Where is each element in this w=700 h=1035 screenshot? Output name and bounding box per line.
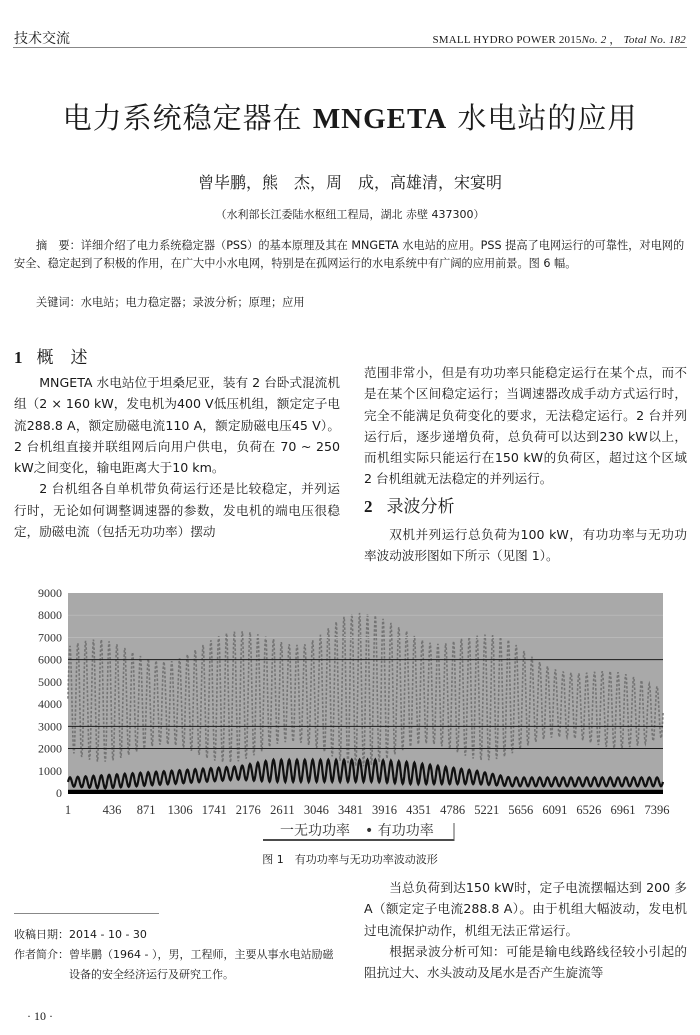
x-tick-label: 6961 — [610, 803, 636, 817]
title-part1: 电力系统稳定器在 — [62, 101, 313, 135]
paragraph: 当总负荷到达150 kW时，定子电流摆幅达到 200 多 A（额定定子电流288.8 A）。由于机组大幅波动，发电机过电流保护动作，机组无法正常运行。 — [364, 880, 687, 938]
x-tick-label: 3916 — [372, 803, 398, 817]
baseline-bar — [68, 790, 663, 794]
paragraph: 2 台机组各自单机带负荷运行还是比较稳定，并列运行时，无论如何调整调速器的参数，发电机的端电压很稳定，励磁电流（包括无功功率）摆动 — [14, 481, 340, 540]
paragraph: 双机并列运行总负荷为100 kW，有功功率与无功功率波动波形图如下所示（见图 1）。 — [364, 527, 687, 564]
y-tick-label: 3000 — [38, 719, 62, 734]
section-2-number: 2 — [364, 496, 373, 516]
keywords: 关键词：水电站；电力稳定器；录波分析；原理；应用 — [36, 296, 305, 309]
paragraph: MNGETA 水电站位于坦桑尼亚，装有 2 台卧式混流机组（2 × 160 kW，发电机为400 V低压机组，额定定子电流288.8 A，额定励磁电流110 A，额定励磁电压45 V）。2 台机组直接并联组网后向用户供电，负荷在 70 ~ 250 kW之间变化，输电距离大于10 km。 — [14, 375, 340, 476]
author-value: 曾毕鹏（1964 - ），男，工程师，主要从事水电站励磁设备的安全经济运行及研究工作。 — [69, 948, 334, 981]
x-tick-label: 2611 — [270, 803, 295, 817]
x-tick-label: 1306 — [167, 803, 193, 817]
y-axis-ticks — [38, 586, 62, 800]
affiliation: （水利部长江委陆水枢纽工程局，湖北 赤壁 437300） — [215, 208, 485, 221]
left-column — [14, 372, 340, 542]
y-tick-label: 8000 — [38, 608, 62, 623]
total-number: Total No. 182 — [623, 34, 686, 46]
journal-info — [432, 31, 686, 47]
authors: 曾毕鹏，熊 杰，周 成，高雄清，宋宴明 — [197, 173, 502, 192]
y-tick-label: 1000 — [38, 763, 62, 778]
x-tick-label: 4786 — [440, 803, 466, 817]
right-column — [364, 362, 687, 567]
x-tick-label: 5656 — [508, 803, 534, 817]
section-1-heading — [14, 343, 88, 368]
x-tick-label: 3046 — [303, 803, 329, 817]
y-tick-label: 0 — [56, 786, 62, 800]
header-divider — [13, 47, 687, 48]
paper-title — [0, 96, 700, 137]
section-label: 技术交流 — [14, 31, 70, 47]
section-2-heading — [364, 496, 687, 518]
footnote-divider — [14, 913, 159, 914]
received-date — [14, 925, 336, 945]
legend-entry-active: • 有功功率 — [365, 823, 434, 839]
issue-sep: ， — [606, 34, 624, 46]
legend-entry-reactive: 一无功功率 — [280, 823, 350, 839]
section-1-title: 概 述 — [36, 348, 88, 368]
figure-caption: 图 1 有功功率与无功功率波动波形 — [262, 853, 438, 866]
y-tick-label: 5000 — [38, 674, 62, 689]
y-tick-label: 2000 — [38, 741, 62, 756]
abstract: 摘 要：详细介绍了电力系统稳定器（PSS）的基本原理及其在 MNGETA 水电站的应用。PSS 提高了电网运行的可靠性，对电网的安全、稳定起到了积极的作用，在广大中小水电网，特别是在孤网运行的水电系统中有广阔的应用前景。图 6 幅。 — [14, 239, 685, 270]
y-tick-label: 4000 — [38, 697, 62, 712]
y-tick-label: 7000 — [38, 630, 62, 645]
x-tick-label: 1741 — [201, 803, 227, 817]
x-axis-ticks — [65, 803, 670, 817]
author-label: 作者简介： — [14, 948, 69, 961]
y-tick-label: 9000 — [38, 586, 62, 600]
x-tick-label: 1 — [64, 803, 72, 817]
x-tick-label: 5221 — [474, 803, 500, 817]
x-tick-label: 6091 — [542, 803, 568, 817]
paragraph: 根据录波分析可知：可能是输电线路线径较小引起的阻抗过大、水头波动及尾水是否产生旋流等 — [364, 943, 687, 981]
received-label: 收稿日期： — [14, 928, 69, 941]
page-number: · 10 · — [27, 1009, 53, 1023]
x-tick-label: 7396 — [644, 803, 670, 817]
section-2-title: 录波分析 — [386, 496, 455, 517]
issue-number: No. 2 — [581, 34, 607, 46]
journal-name: SMALL HYDRO POWER 2015 — [432, 34, 582, 46]
footnotes — [14, 925, 336, 985]
author-bio — [14, 945, 336, 985]
figure-1-chart — [0, 585, 700, 845]
x-tick-label: 3481 — [337, 803, 363, 817]
x-tick-label: 6526 — [576, 803, 602, 817]
y-tick-label: 6000 — [38, 652, 62, 667]
right-column-bottom — [364, 877, 687, 983]
title-en: MNGETA — [312, 103, 448, 135]
x-tick-label: 4351 — [406, 803, 432, 817]
x-tick-label: 2176 — [235, 803, 261, 817]
x-tick-label: 871 — [136, 803, 156, 817]
paragraph: 范围非常小，但是有功功率只能稳定运行在某个点，而不是在某个区间稳定运行；当调速器改成手动方式运行时，完全不能满足负荷变化的要求，无法稳定运行。2 台并列运行后，逐步递增负荷，总负荷可以达到230 kW以上，而机组实际只能运行在150 kW的负荷区，超过这个区域 2 台机组就无法稳定的并列运行。 — [364, 365, 687, 487]
x-tick-label: 436 — [102, 803, 122, 817]
title-part2: 水电站的应用 — [447, 101, 638, 135]
chart-svg — [0, 585, 700, 845]
legend — [263, 823, 454, 841]
received-value: 2014 - 10 - 30 — [69, 928, 147, 941]
section-1-number: 1 — [14, 348, 23, 367]
